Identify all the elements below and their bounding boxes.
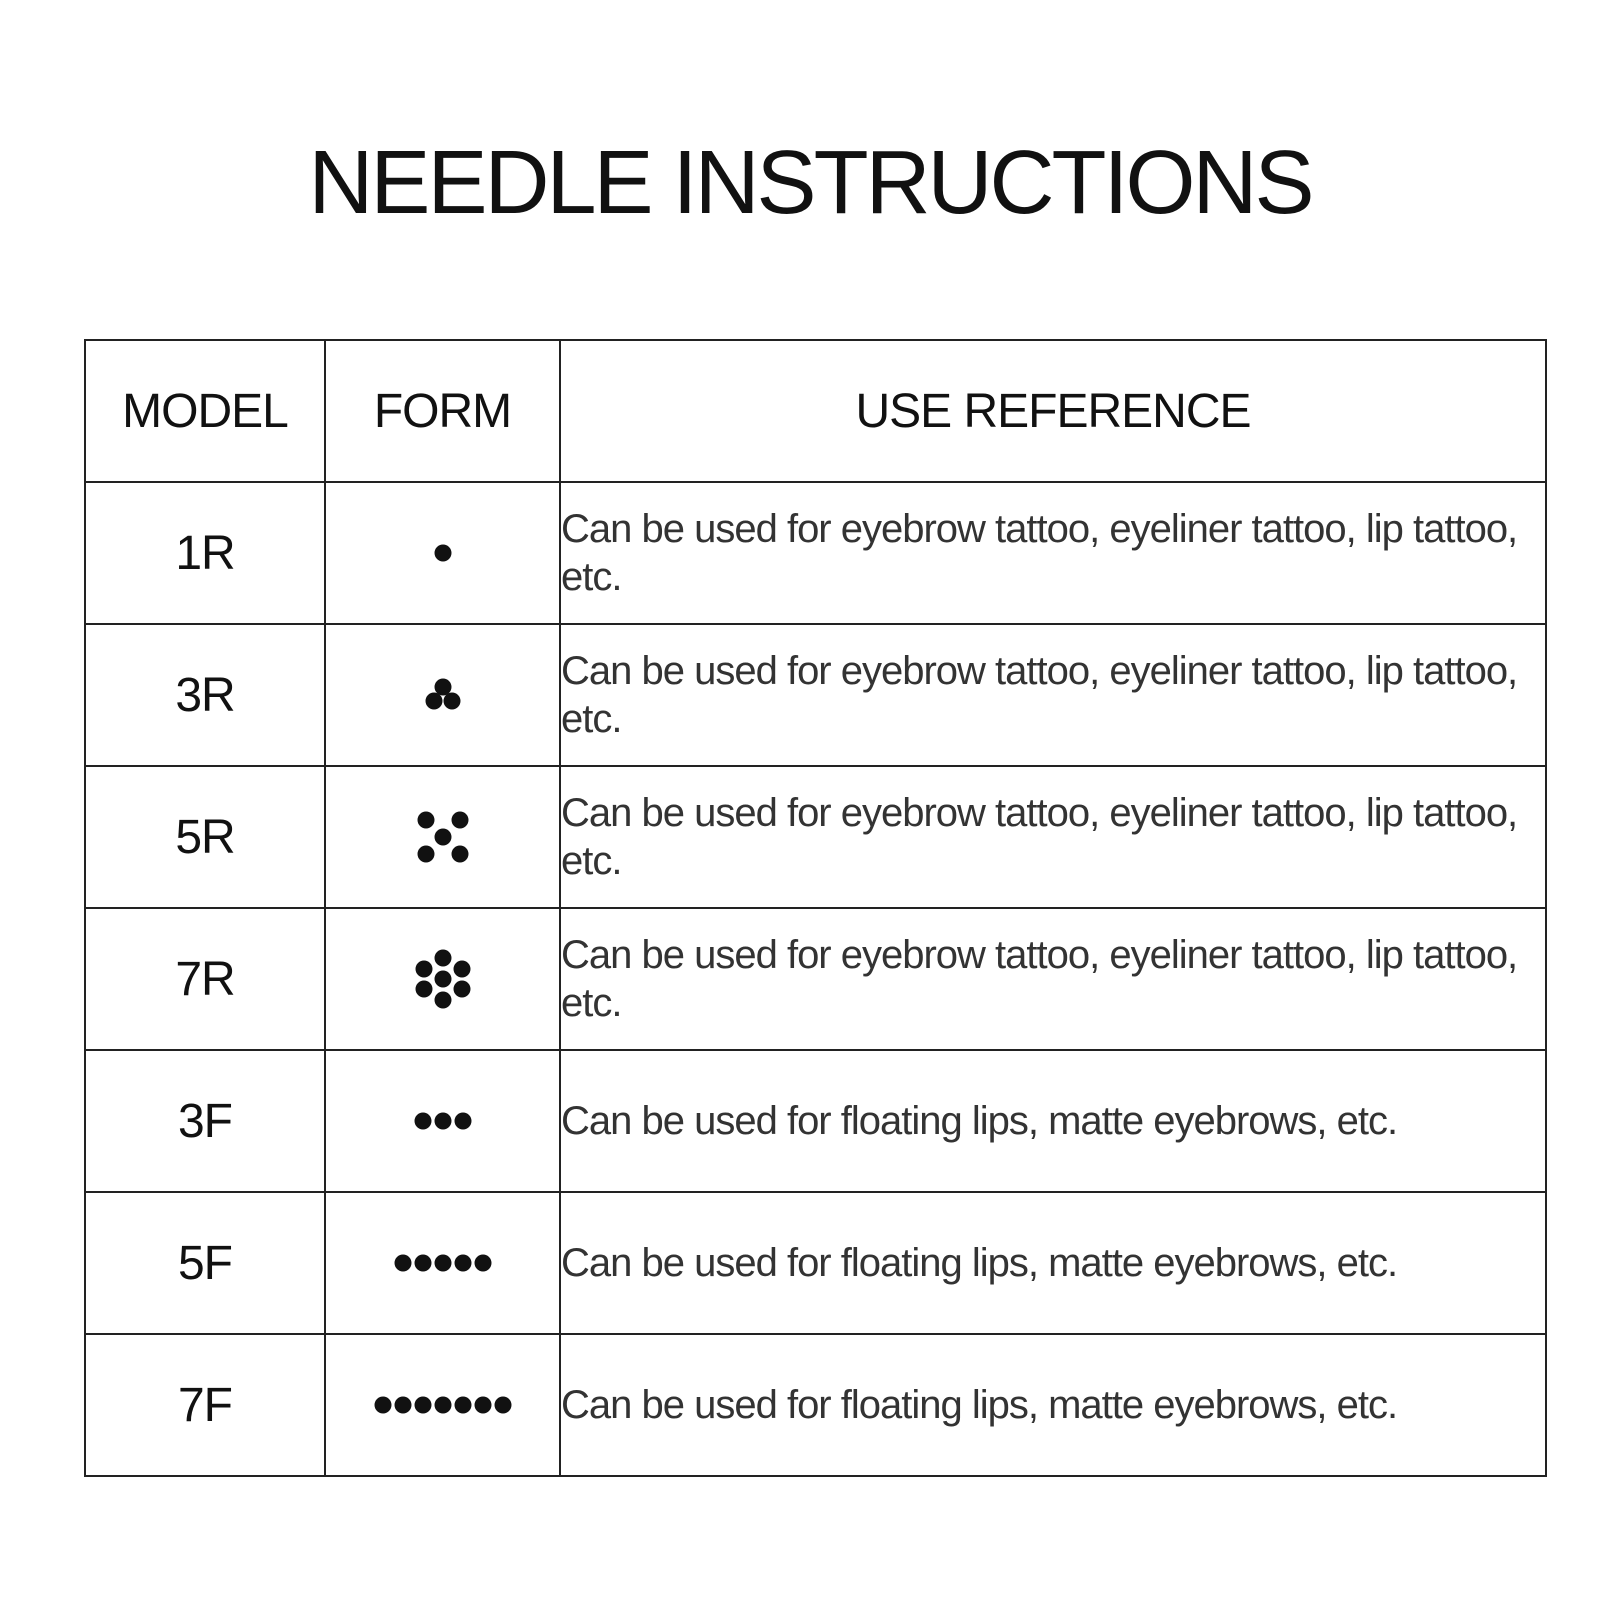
use-reference-cell: Can be used for floating lips, matte eyebrows, etc. bbox=[560, 1334, 1546, 1476]
form-cell bbox=[325, 1334, 560, 1476]
dots-5r-icon bbox=[408, 802, 478, 872]
table-row bbox=[85, 766, 1546, 908]
model-cell: 7R bbox=[85, 908, 325, 1050]
needle-table bbox=[84, 339, 1547, 1477]
model-cell: 5R bbox=[85, 766, 325, 908]
dots-3f-icon bbox=[411, 1109, 475, 1133]
table-row bbox=[85, 1192, 1546, 1334]
table-row bbox=[85, 1334, 1546, 1476]
dots-5f-icon bbox=[391, 1251, 495, 1275]
model-cell: 3R bbox=[85, 624, 325, 766]
dot-1r-icon bbox=[413, 523, 473, 583]
form-cell bbox=[325, 766, 560, 908]
table-row bbox=[85, 482, 1546, 624]
table-header-row bbox=[85, 340, 1546, 482]
form-cell bbox=[325, 908, 560, 1050]
page-title: NEEDLE INSTRUCTIONS bbox=[308, 133, 1312, 233]
use-reference-cell: Can be used for eyebrow tattoo, eyeliner tattoo, lip tattoo, etc. bbox=[560, 624, 1546, 766]
model-cell: 3F bbox=[85, 1050, 325, 1192]
dots-7f-icon bbox=[371, 1393, 515, 1417]
table-row bbox=[85, 908, 1546, 1050]
form-cell bbox=[325, 482, 560, 624]
model-cell: 7F bbox=[85, 1334, 325, 1476]
use-reference-cell: Can be used for floating lips, matte eyebrows, etc. bbox=[560, 1192, 1546, 1334]
model-cell: 1R bbox=[85, 482, 325, 624]
use-reference-cell: Can be used for floating lips, matte eyebrows, etc. bbox=[560, 1050, 1546, 1192]
header-form: FORM bbox=[325, 340, 560, 482]
form-cell bbox=[325, 624, 560, 766]
dots-3r-icon bbox=[413, 665, 473, 725]
form-cell bbox=[325, 1192, 560, 1334]
header-use-reference: USE REFERENCE bbox=[560, 340, 1546, 482]
table-row bbox=[85, 624, 1546, 766]
form-cell bbox=[325, 1050, 560, 1192]
use-reference-cell: Can be used for eyebrow tattoo, eyeliner tattoo, lip tattoo, etc. bbox=[560, 766, 1546, 908]
header-model: MODEL bbox=[85, 340, 325, 482]
use-reference-cell: Can be used for eyebrow tattoo, eyeliner tattoo, lip tattoo, etc. bbox=[560, 908, 1546, 1050]
use-reference-cell: Can be used for eyebrow tattoo, eyeliner tattoo, lip tattoo, etc. bbox=[560, 482, 1546, 624]
dots-7r-icon bbox=[408, 944, 478, 1014]
model-cell: 5F bbox=[85, 1192, 325, 1334]
table-row bbox=[85, 1050, 1546, 1192]
